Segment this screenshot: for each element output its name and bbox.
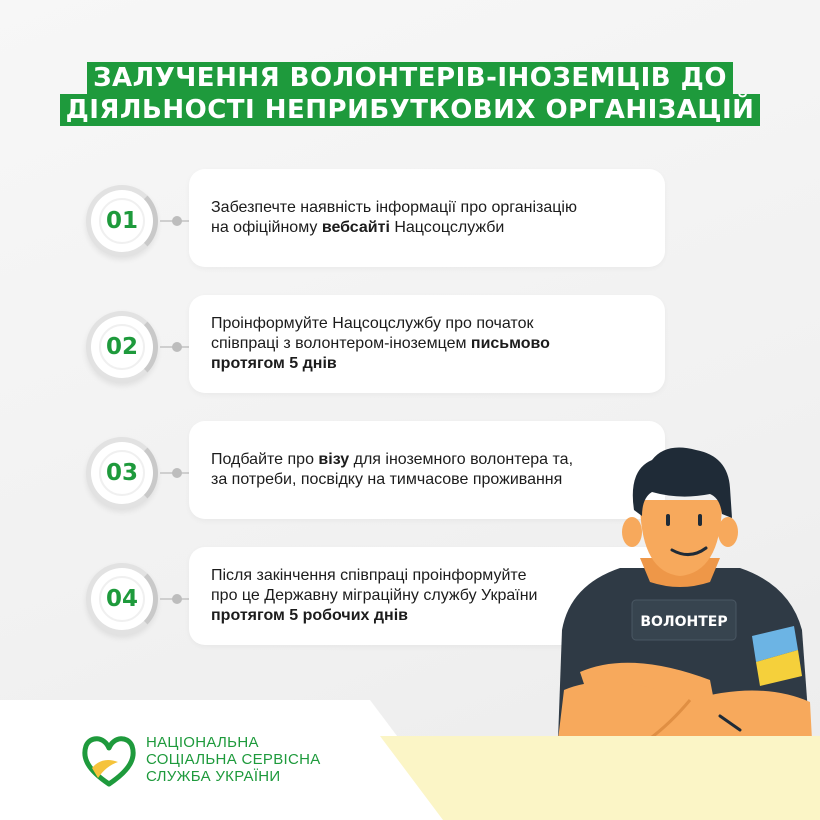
- org-name-line-2: СОЦІАЛЬНА СЕРВІСНА: [146, 751, 321, 768]
- step-text-bold: протягом 5 робочих днів: [211, 607, 408, 624]
- step-text: [211, 566, 538, 626]
- step-text-part: для іноземного волонтера та,: [349, 451, 574, 468]
- step-text-part: Забезпечте наявність інформації про організацію: [211, 199, 577, 216]
- step-number: 02: [105, 334, 138, 360]
- step-text-part: за потреби, посвідку на тимчасове проживання: [211, 471, 563, 488]
- step-text-bold: письмово: [470, 335, 550, 352]
- step-01: [0, 169, 820, 269]
- volunteer-badge-label: ВОЛОНТЕР: [640, 614, 728, 630]
- left-eye: [666, 514, 670, 526]
- step-text-bold: протягом 5 днів: [211, 355, 337, 372]
- step-text: [211, 450, 573, 490]
- step-number: 04: [105, 586, 138, 612]
- right-eye: [698, 514, 702, 526]
- left-ear: [622, 517, 642, 547]
- title-line-1: ЗАЛУЧЕННЯ ВОЛОНТЕРІВ-ІНОЗЕМЦІВ ДО: [87, 62, 733, 94]
- title-line-2: ДІЯЛЬНОСТІ НЕПРИБУТКОВИХ ОРГАНІЗАЦІЙ: [60, 94, 761, 126]
- connector-dot: [172, 342, 182, 352]
- organization-name: [146, 734, 321, 785]
- volunteer-illustration: [540, 440, 820, 740]
- step-text: [211, 314, 550, 374]
- footer-yellow-band: [380, 736, 820, 820]
- org-name-line-1: НАЦІОНАЛЬНА: [146, 734, 259, 751]
- step-card: [189, 169, 665, 267]
- connector-dot: [172, 468, 182, 478]
- step-text-bold: візу: [318, 451, 350, 468]
- step-text-part: Подбайте про: [211, 451, 319, 468]
- step-text-part: Після закінчення співпраці проінформуйте: [211, 567, 527, 584]
- step-number: 03: [105, 460, 138, 486]
- step-number-circle: [86, 563, 158, 635]
- step-card: [189, 295, 665, 393]
- step-text-part: Проінформуйте Нацсоцслужбу про початок: [211, 315, 534, 332]
- step-02: [0, 295, 820, 395]
- step-text-part: Нацсоцслужби: [389, 219, 505, 236]
- connector-dot: [172, 594, 182, 604]
- step-number-circle: [86, 185, 158, 257]
- step-text-part: про це Державну міграційну службу України: [211, 587, 538, 604]
- step-text-bold: вебсайті: [321, 219, 390, 236]
- step-text-part: на офіційному: [211, 219, 322, 236]
- page-title: [0, 62, 820, 126]
- right-ear: [718, 517, 738, 547]
- step-number: 01: [105, 208, 138, 234]
- connector-dot: [172, 216, 182, 226]
- step-number-circle: [86, 437, 158, 509]
- org-name-line-3: СЛУЖБА УКРАЇНИ: [146, 768, 281, 785]
- step-text-part: співпраці з волонтером-іноземцем: [211, 335, 471, 352]
- step-number-circle: [86, 311, 158, 383]
- heart-leaf-logo-icon: [80, 732, 138, 788]
- step-text: [211, 198, 577, 238]
